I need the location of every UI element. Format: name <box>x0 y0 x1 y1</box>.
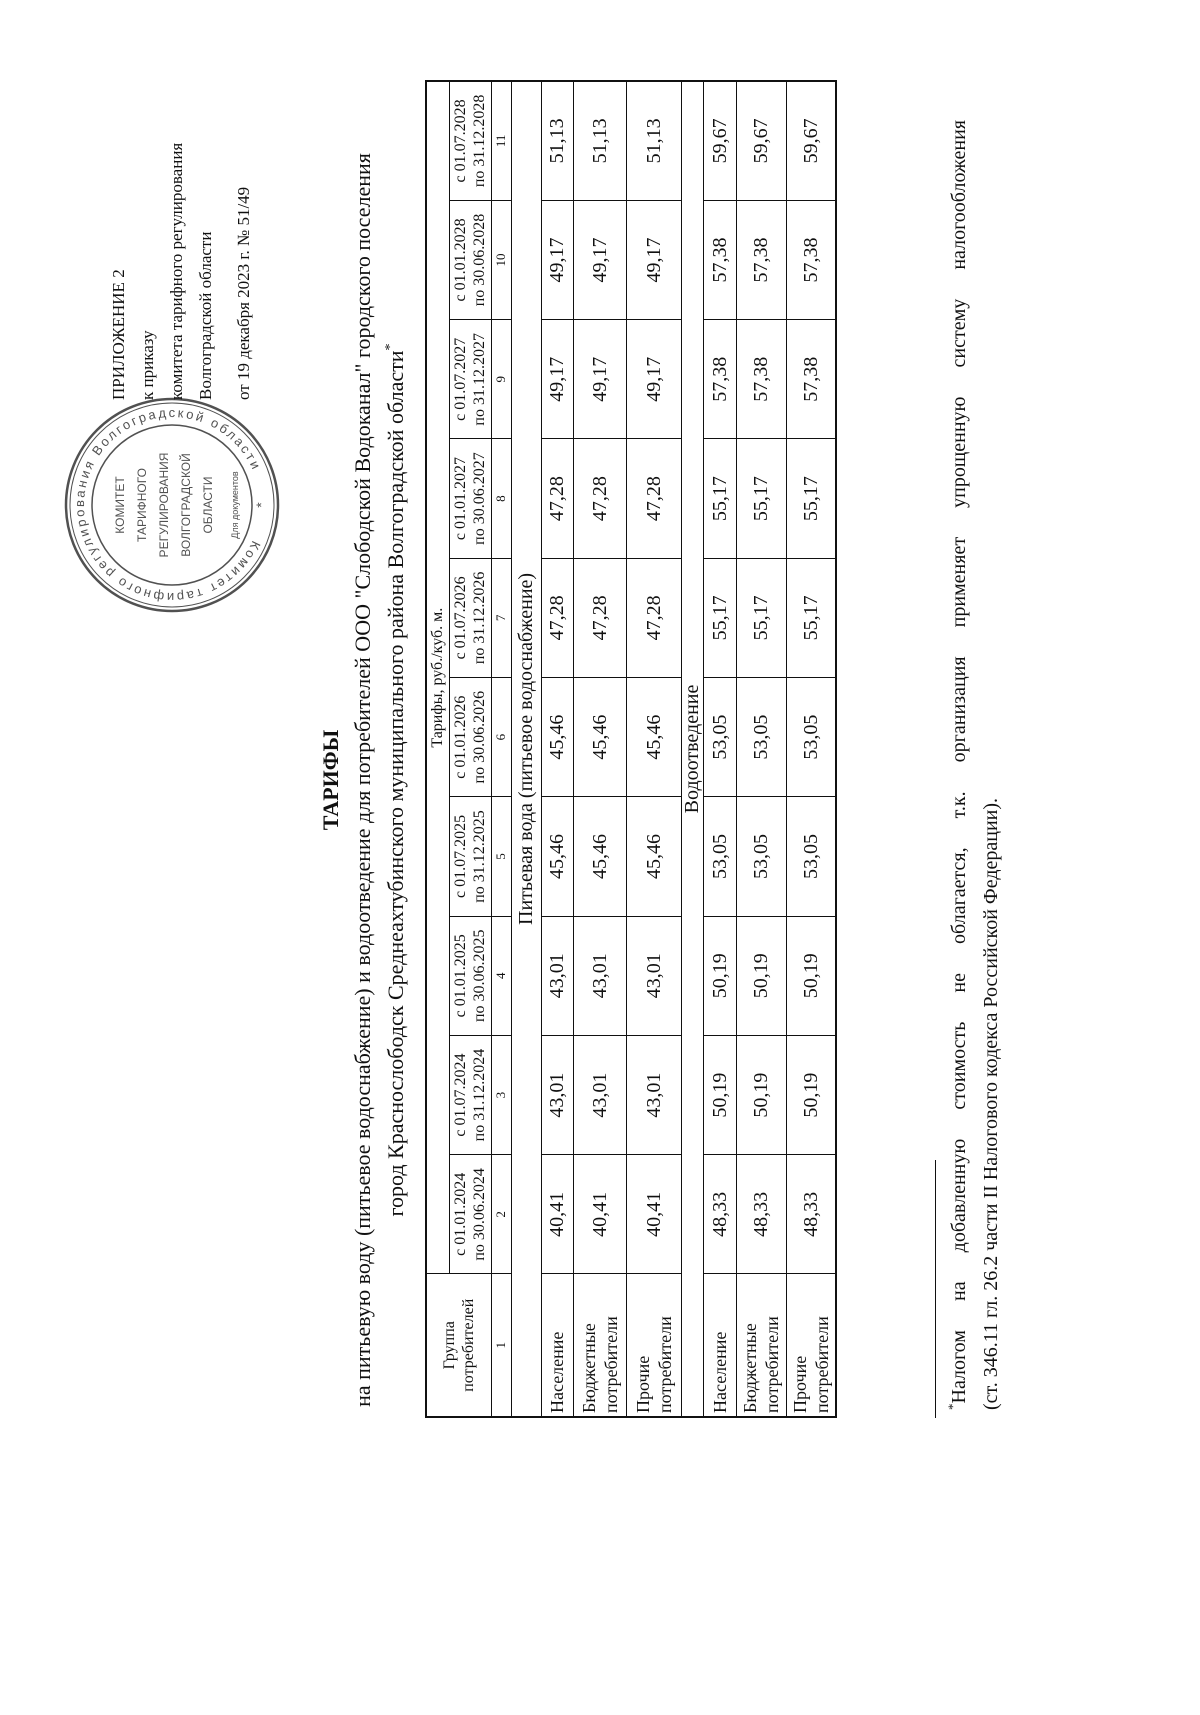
tariff-value-cell: 45,46 <box>626 678 681 797</box>
tariff-value-cell: 47,28 <box>626 558 681 677</box>
period-header-cell <box>449 1035 491 1154</box>
period-to: по 30.06.2025 <box>471 929 488 1023</box>
footnote-line-2: (ст. 346.11 гл. 26.2 части II Налогового кодекса Российской Федерации). <box>980 797 1002 1410</box>
tariff-value-cell: 57,38 <box>703 200 736 319</box>
tariff-value-cell: 47,28 <box>573 558 626 677</box>
seal-center-line: ВОЛГОГРАДСКОЙ <box>179 453 193 557</box>
seal-center-line: ОБЛАСТИ <box>201 476 215 534</box>
tariff-value-cell: 40,41 <box>573 1155 626 1274</box>
period-from: с 01.07.2028 <box>452 99 469 183</box>
tariff-value-cell: 57,38 <box>786 320 836 439</box>
period-header-cell <box>449 797 491 916</box>
seal-center-line: КОМИТЕТ <box>113 476 127 534</box>
period-to: по 30.06.2024 <box>471 1168 488 1261</box>
tariff-value-cell: 55,17 <box>703 558 736 677</box>
subtitle-line-2-wrap <box>379 50 412 1510</box>
tariff-value-cell: 53,05 <box>786 678 836 797</box>
tariff-value-cell: 48,33 <box>703 1155 736 1274</box>
header-row-tariffs <box>426 81 449 1417</box>
tariff-value-cell: 45,46 <box>626 797 681 916</box>
period-from: с 01.07.2026 <box>452 576 469 660</box>
tariff-header-cell: Тарифы, руб./куб. м. <box>426 81 449 1274</box>
region-name: Волгоградской области <box>196 231 215 400</box>
tariff-value-cell: 59,67 <box>736 81 786 200</box>
consumer-group-cell: Население <box>541 1274 573 1417</box>
table-row <box>573 81 626 1417</box>
tariff-value-cell: 50,19 <box>703 1035 736 1154</box>
table-row <box>626 81 681 1417</box>
column-number-cell: 2 <box>491 1155 511 1274</box>
period-from: с 01.01.2026 <box>452 695 469 779</box>
tariff-value-cell: 55,17 <box>786 439 836 558</box>
tariff-value-cell: 45,46 <box>573 678 626 797</box>
seal-center-line: ТАРИФНОГО <box>135 468 149 542</box>
tariff-value-cell: 49,17 <box>626 200 681 319</box>
consumer-group-cell: Население <box>703 1274 736 1417</box>
tariff-value-cell: 49,17 <box>626 320 681 439</box>
consumer-group-cell: Бюджетные потребители <box>573 1274 626 1417</box>
period-to: по 31.12.2026 <box>471 571 488 665</box>
tariff-value-cell: 55,17 <box>703 439 736 558</box>
table-row <box>703 81 736 1417</box>
seal-outer-ring-thin <box>70 403 274 607</box>
period-to: по 31.12.2024 <box>471 1048 488 1142</box>
period-from: с 01.01.2028 <box>452 218 469 302</box>
tariff-value-cell: 51,13 <box>573 81 626 200</box>
period-from: с 01.07.2027 <box>452 337 469 421</box>
period-header-cell <box>449 1155 491 1274</box>
tariff-value-cell: 55,17 <box>736 558 786 677</box>
tariff-value-cell: 49,17 <box>573 320 626 439</box>
tariff-value-cell: 43,01 <box>573 916 626 1035</box>
section-row <box>511 81 541 1417</box>
committee-name: комитета тарифного регулирования <box>167 142 186 400</box>
column-number-cell: 8 <box>491 439 511 558</box>
tariff-value-cell: 53,05 <box>703 797 736 916</box>
header-row-periods <box>449 81 491 1417</box>
seal-center-line: РЕГУЛИРОВАНИЯ <box>157 452 171 558</box>
tariff-value-cell: 48,33 <box>786 1155 836 1274</box>
tariff-value-cell: 47,28 <box>626 439 681 558</box>
tariff-value-cell: 45,46 <box>573 797 626 916</box>
period-header-cell <box>449 916 491 1035</box>
column-number-cell: 10 <box>491 200 511 319</box>
seal-ring-text-path: Комитет тарифного регулирования Волгоградской области <box>71 404 264 606</box>
group-header-cell: Группа потребителей <box>426 1274 491 1417</box>
column-number-cell: 4 <box>491 916 511 1035</box>
tariff-value-cell: 59,67 <box>786 81 836 200</box>
tariff-value-cell: 55,17 <box>736 439 786 558</box>
seal-bottom-text: Для документов <box>230 471 240 539</box>
tariff-value-cell: 45,46 <box>541 678 573 797</box>
tariff-value-cell: 51,13 <box>626 81 681 200</box>
subtitle-line-2: город Краснослободск Среднеахтубинского муниципального района Волгоградской области <box>383 350 408 1217</box>
tariff-value-cell: 49,17 <box>541 200 573 319</box>
seal-ring-mark: * <box>253 502 269 508</box>
period-header-cell <box>449 558 491 677</box>
table-head <box>426 81 511 1417</box>
table-row <box>736 81 786 1417</box>
subtitle-footnote-mark: * <box>383 343 398 351</box>
tariff-value-cell: 50,19 <box>786 916 836 1035</box>
column-number-cell: 7 <box>491 558 511 677</box>
period-from: с 01.07.2024 <box>452 1053 469 1137</box>
subtitle-line-1: на питьевую воду (питьевое водоснабжение) и водоотведение для потребителей ООО "Слободской Водоканал" городского поселения <box>350 153 375 1407</box>
tariff-value-cell: 43,01 <box>626 916 681 1035</box>
tariff-value-cell: 48,33 <box>736 1155 786 1274</box>
footnote <box>943 120 1007 1410</box>
tariff-value-cell: 53,05 <box>736 678 786 797</box>
tariff-value-cell: 40,41 <box>626 1155 681 1274</box>
tariff-value-cell: 47,28 <box>573 439 626 558</box>
tariff-value-cell: 49,17 <box>573 200 626 319</box>
tariff-table <box>425 80 837 1418</box>
column-number-cell: 1 <box>491 1274 511 1417</box>
period-header-cell <box>449 200 491 319</box>
period-from: с 01.07.2025 <box>452 814 469 899</box>
period-header-cell <box>449 81 491 200</box>
consumer-group-cell: Прочие потребители <box>786 1274 836 1417</box>
period-header-cell <box>449 678 491 797</box>
tariff-value-cell: 43,01 <box>626 1035 681 1154</box>
consumer-group-cell: Прочие потребители <box>626 1274 681 1417</box>
section-row <box>681 81 703 1417</box>
section-title-cell: Водоотведение <box>681 81 703 1417</box>
tariff-value-cell: 57,38 <box>703 320 736 439</box>
period-to: по 31.12.2028 <box>471 94 488 188</box>
period-from: с 01.01.2024 <box>452 1172 469 1256</box>
column-number-cell: 3 <box>491 1035 511 1154</box>
period-to: по 31.12.2025 <box>471 810 488 903</box>
tariff-value-cell: 47,28 <box>541 439 573 558</box>
tariff-value-cell: 43,01 <box>541 916 573 1035</box>
column-number-cell: 5 <box>491 797 511 916</box>
tariff-value-cell: 50,19 <box>736 1035 786 1154</box>
footnote-mark: * <box>945 1403 960 1410</box>
tariff-value-cell: 51,13 <box>541 81 573 200</box>
tariff-value-cell: 57,38 <box>786 200 836 319</box>
tariff-value-cell: 50,19 <box>703 916 736 1035</box>
approval-block <box>104 143 258 400</box>
footnote-line-1: Налогом на добавленную стоимость не облагается, т.к. организация применяет упрощенную систему налогообложения <box>948 120 970 1404</box>
period-to: по 31.12.2027 <box>471 333 488 426</box>
period-header-cell <box>449 439 491 558</box>
period-to: по 30.06.2028 <box>471 213 488 307</box>
table-row <box>786 81 836 1417</box>
header-row-column-numbers <box>491 81 511 1417</box>
consumer-group-cell: Бюджетные потребители <box>736 1274 786 1417</box>
period-to: по 30.06.2026 <box>471 690 488 784</box>
tariff-value-cell: 53,05 <box>703 678 736 797</box>
tariff-value-cell: 43,01 <box>573 1035 626 1154</box>
tariff-value-cell: 43,01 <box>541 1035 573 1154</box>
tariff-value-cell: 53,05 <box>736 797 786 916</box>
table-body <box>511 81 836 1417</box>
tariff-value-cell: 50,19 <box>786 1035 836 1154</box>
column-number-cell: 9 <box>491 320 511 439</box>
table-row <box>541 81 573 1417</box>
column-number-cell: 6 <box>491 678 511 797</box>
tariff-value-cell: 47,28 <box>541 558 573 677</box>
tariff-value-cell: 57,38 <box>736 200 786 319</box>
tariff-value-cell: 55,17 <box>786 558 836 677</box>
period-header-cell <box>449 320 491 439</box>
tariff-value-cell: 40,41 <box>541 1155 573 1274</box>
tariff-value-cell: 45,46 <box>541 797 573 916</box>
period-from: с 01.01.2027 <box>452 457 469 541</box>
period-from: с 01.01.2025 <box>452 934 469 1018</box>
page-title: ТАРИФЫ <box>318 729 343 831</box>
column-number-cell: 11 <box>491 81 511 200</box>
footnote-divider <box>935 1160 936 1418</box>
official-seal <box>62 395 282 615</box>
tariff-value-cell: 50,19 <box>736 916 786 1035</box>
order-date-number: от 19 декабря 2023 г. № 51/49 <box>234 186 253 400</box>
title-block <box>316 50 412 1510</box>
period-to: по 30.06.2027 <box>471 452 488 545</box>
footnote-line-1-wrap <box>943 120 975 1410</box>
seal-outer-ring <box>66 399 278 611</box>
section-title-cell: Питьевая вода (питьевое водоснабжение) <box>511 81 541 1417</box>
tariff-value-cell: 49,17 <box>541 320 573 439</box>
tariff-value-cell: 59,67 <box>703 81 736 200</box>
tariff-value-cell: 53,05 <box>786 797 836 916</box>
order-reference: к приказу <box>138 330 157 400</box>
appendix-label: ПРИЛОЖЕНИЕ 2 <box>109 269 128 400</box>
tariff-value-cell: 57,38 <box>736 320 786 439</box>
